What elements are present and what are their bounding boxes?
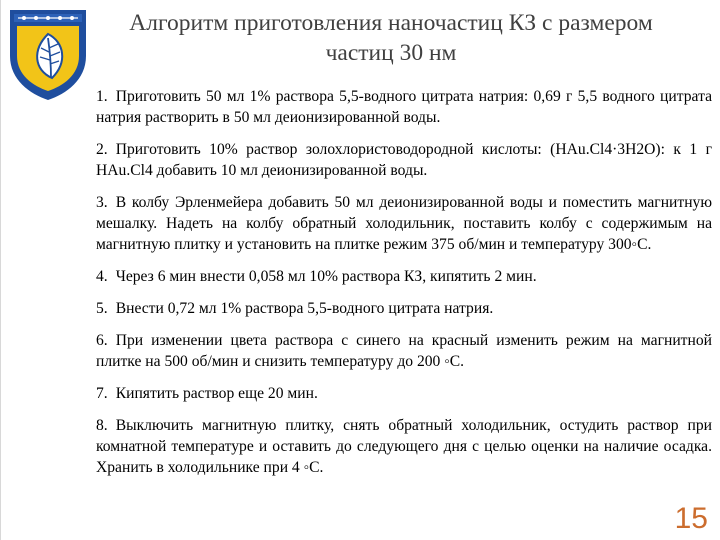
page-number: 15 xyxy=(674,502,708,535)
step-6 xyxy=(96,330,712,372)
step-2 xyxy=(96,139,712,181)
title-line-2: частиц 30 нм xyxy=(325,40,457,66)
step-3 xyxy=(96,192,712,255)
title-line-1: Алгоритм приготовления наночастиц КЗ с размером xyxy=(129,10,653,36)
step-7 xyxy=(96,383,712,404)
step-text: Кипятить раствор еще 20 мин. xyxy=(115,385,318,402)
step-number: 2. xyxy=(96,141,108,158)
step-number: 7. xyxy=(96,385,108,402)
institution-logo xyxy=(4,6,92,102)
step-number: 6. xyxy=(96,332,108,349)
step-number: 3. xyxy=(96,194,108,211)
step-text: При изменении цвета раствора с синего на красный изменить режим на магнитной плитке на 500 об/мин и снизить температуру до 200 ◦С. xyxy=(96,332,712,370)
step-text: Приготовить 10% раствор золохлористоводородной кислоты: (HAu.Cl4·3H2O): к 1 г HAu.Cl4 добавить 10 мл деионизированной воды. xyxy=(96,141,712,179)
step-text: Внести 0,72 мл 1% раствора 5,5-водного цитрата натрия. xyxy=(115,300,494,317)
step-1 xyxy=(96,86,712,128)
step-number: 8. xyxy=(96,417,108,434)
step-text: Приготовить 50 мл 1% раствора 5,5-водного цитрата натрия: 0,69 г 5,5 водного цитрата натрия растворить в 50 мл деионизированной воды. xyxy=(96,88,712,126)
procedure-steps xyxy=(96,86,712,489)
step-4 xyxy=(96,266,712,287)
step-text: В колбу Эрленмейера добавить 50 мл деионизированной воды и поместить магнитную мешалку. Надеть на колбу обратный холодильник, поставить колбу с содержимым на магнитную плитку и установить на плитке режим 375 об/мин и температуру 300◦С. xyxy=(96,194,712,253)
slide-title xyxy=(96,8,686,68)
step-text: Выключить магнитную плитку, снять обратный холодильник, остудить раствор при комнатной температуре и оставить до следующего дня с целью оценки на наличие осадка. Хранить в холодильнике при 4 ◦С. xyxy=(96,417,712,476)
step-5 xyxy=(96,298,712,319)
step-number: 1. xyxy=(96,88,108,105)
step-8 xyxy=(96,415,712,478)
shield-leaf-icon xyxy=(4,6,92,102)
step-number: 4. xyxy=(96,268,108,285)
step-text: Через 6 мин внести 0,058 мл 10% раствора КЗ, кипятить 2 мин. xyxy=(115,268,537,285)
step-number: 5. xyxy=(96,300,108,317)
